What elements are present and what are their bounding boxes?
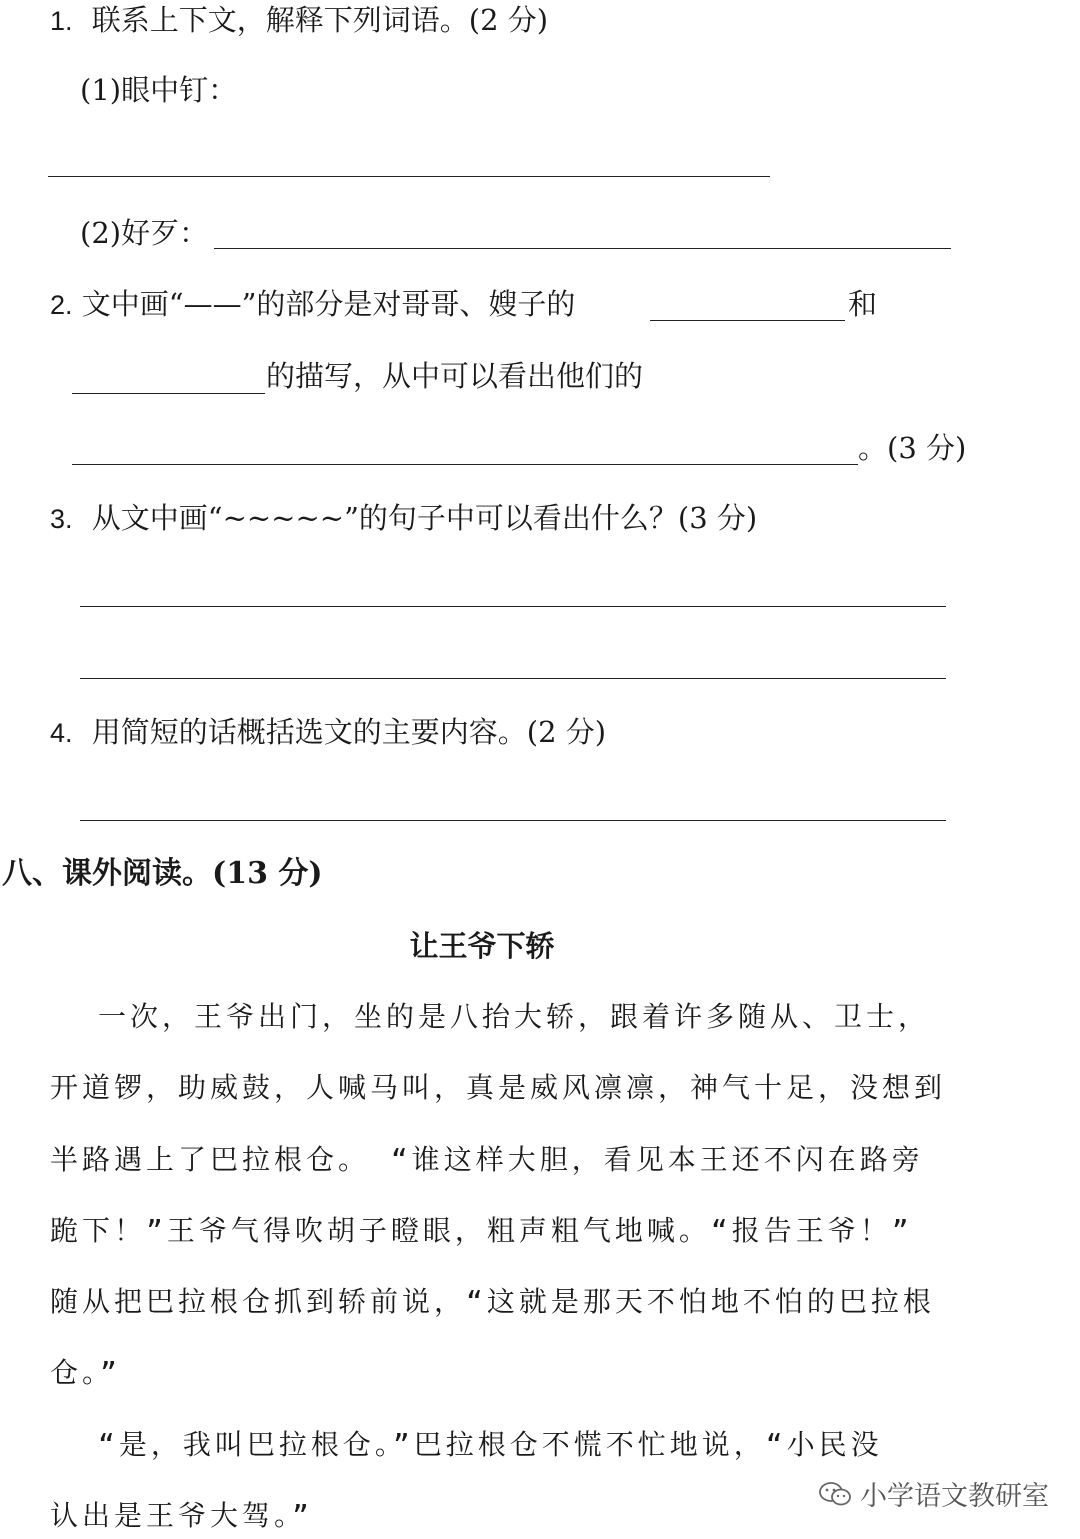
question-number: 2. bbox=[50, 290, 73, 320]
question-number: 3. bbox=[50, 504, 73, 534]
passage-line: 跪下！”王爷气得吹胡子瞪眼，粗声粗气地喊。“报告王爷！” bbox=[50, 1214, 913, 1247]
question-number: 4. bbox=[50, 718, 73, 748]
passage-line: 半路遇上了巴拉根仓。 “谁这样大胆，看见本王还不闪在路旁 bbox=[50, 1143, 924, 1176]
watermark bbox=[818, 1474, 1049, 1513]
passage-line: 随从把巴拉根仓抓到轿前说，“这就是那天不怕地不怕的巴拉根 bbox=[50, 1285, 935, 1318]
question-1-sub-2: (2)好歹： bbox=[80, 216, 209, 250]
question-text: 用简短的话概括选文的主要内容。(2 分) bbox=[91, 715, 607, 749]
question-text: 。(3 分) bbox=[858, 431, 967, 465]
question-2 bbox=[50, 286, 575, 323]
question-4 bbox=[50, 714, 606, 751]
answer-line[interactable] bbox=[214, 248, 951, 249]
question-1-sub-1: (1)眼中钉： bbox=[80, 73, 238, 107]
passage-title: 让王爷下轿 bbox=[409, 929, 555, 963]
wechat-icon bbox=[818, 1481, 852, 1507]
question-text: 和 bbox=[848, 287, 878, 321]
question-text: 文中画“——”的部分是对哥哥、嫂子的 bbox=[81, 287, 576, 321]
answer-line[interactable] bbox=[48, 176, 770, 177]
answer-blank[interactable] bbox=[72, 393, 265, 394]
answer-line[interactable] bbox=[80, 606, 946, 607]
question-3 bbox=[50, 500, 757, 537]
question-number: 1. bbox=[50, 6, 73, 36]
passage-line: 一次，王爷出门，坐的是八抬大轿，跟着许多随从、卫士， bbox=[98, 1000, 931, 1033]
question-text: 从文中画“~~~~~”的句子中可以看出什么？(3 分) bbox=[91, 501, 758, 535]
question-1 bbox=[50, 2, 548, 39]
question-text: 的描写，从中可以看出他们的 bbox=[266, 359, 644, 393]
passage-line: 认出是王爷大驾。” bbox=[50, 1499, 313, 1532]
watermark-text: 小学语文教研室 bbox=[860, 1481, 1049, 1512]
passage-line: 仓。” bbox=[50, 1356, 121, 1389]
answer-blank[interactable] bbox=[650, 320, 845, 321]
answer-line[interactable] bbox=[72, 464, 858, 465]
passage-line: “是，我叫巴拉根仓。”巴拉根仓不慌不忙地说，“小民没 bbox=[98, 1428, 883, 1461]
passage-line: 开道锣，助威鼓，人喊马叫，真是威风凛凛，神气十足，没想到 bbox=[50, 1071, 947, 1104]
answer-line[interactable] bbox=[80, 820, 946, 821]
question-text: 联系上下文，解释下列词语。(2 分) bbox=[91, 3, 549, 37]
section-heading: 八、课外阅读。(13 分) bbox=[2, 856, 323, 891]
answer-line[interactable] bbox=[80, 678, 946, 679]
